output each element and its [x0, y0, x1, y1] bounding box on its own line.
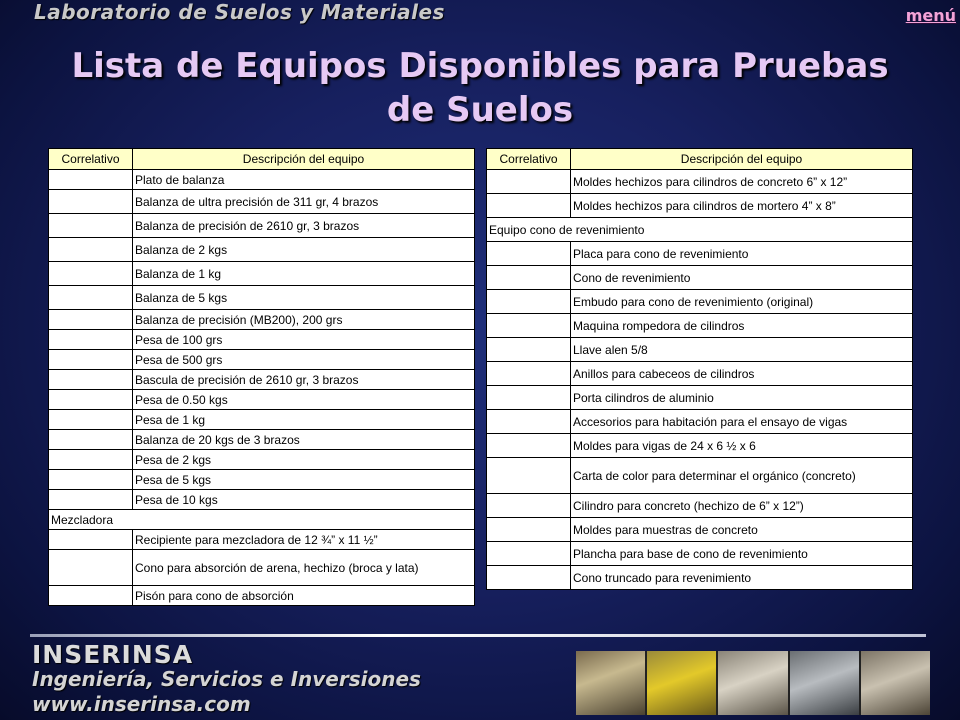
description-cell: Balanza de 20 kgs de 3 brazos: [133, 430, 475, 450]
equipment-photo-strip: [576, 651, 930, 715]
description-cell: Cono truncado para revenimiento: [571, 566, 913, 590]
description-cell: Cono para absorción de arena, hechizo (broca y lata): [133, 550, 475, 586]
correlativo-cell: [487, 290, 571, 314]
description-cell: Embudo para cono de revenimiento (original): [571, 290, 913, 314]
description-cell: Placa para cono de revenimiento: [571, 242, 913, 266]
company-name: INSERINSA: [32, 640, 194, 669]
correlativo-cell: [49, 450, 133, 470]
table-row: [487, 170, 913, 194]
equipment-table-left: [48, 148, 475, 606]
description-cell: Balanza de precisión (MB200), 200 grs: [133, 310, 475, 330]
equipment-table-right: [486, 148, 913, 590]
table-row: [49, 550, 475, 586]
correlativo-cell: [49, 430, 133, 450]
header-descripcion: Descripción del equipo: [571, 149, 913, 170]
company-tagline: Ingeniería, Servicios e Inversiones: [32, 667, 421, 691]
header-descripcion: Descripción del equipo: [133, 149, 475, 170]
correlativo-cell: [487, 566, 571, 590]
table-row: [487, 458, 913, 494]
correlativo-cell: [487, 170, 571, 194]
description-cell: Balanza de ultra precisión de 311 gr, 4 brazos: [133, 190, 475, 214]
correlativo-cell: [49, 286, 133, 310]
table-row: [487, 266, 913, 290]
table-row: [49, 286, 475, 310]
table-row: [49, 470, 475, 490]
table-row: [487, 314, 913, 338]
table-row: [49, 190, 475, 214]
table-row: [49, 370, 475, 390]
table-row: [487, 242, 913, 266]
correlativo-cell: [487, 518, 571, 542]
description-cell: Pesa de 2 kgs: [133, 450, 475, 470]
table-row: [49, 170, 475, 190]
equipment-photo: [790, 651, 859, 715]
table-row: [487, 542, 913, 566]
correlativo-cell: [487, 242, 571, 266]
company-url: www.inserinsa.com: [32, 692, 251, 716]
description-cell: Balanza de 5 kgs: [133, 286, 475, 310]
table-row: [487, 434, 913, 458]
description-cell: Moldes hechizos para cilindros de mortero 4” x 8”: [571, 194, 913, 218]
description-cell: Porta cilindros de aluminio: [571, 386, 913, 410]
description-cell: Balanza de precisión de 2610 gr, 3 brazos: [133, 214, 475, 238]
equipment-photo: [576, 651, 645, 715]
equipment-photo: [861, 651, 930, 715]
table-row: [49, 310, 475, 330]
group-row: [487, 218, 913, 242]
description-cell: Plancha para base de cono de revenimiento: [571, 542, 913, 566]
description-cell: Balanza de 1 kg: [133, 262, 475, 286]
description-cell: Pesa de 0.50 kgs: [133, 390, 475, 410]
description-cell: Moldes para muestras de concreto: [571, 518, 913, 542]
group-row: [49, 510, 475, 530]
table-row: [49, 450, 475, 470]
description-cell: Maquina rompedora de cilindros: [571, 314, 913, 338]
correlativo-cell: [487, 314, 571, 338]
correlativo-cell: [49, 550, 133, 586]
correlativo-cell: [487, 194, 571, 218]
table-row: [487, 410, 913, 434]
table-row: [487, 494, 913, 518]
correlativo-cell: [49, 238, 133, 262]
correlativo-cell: [49, 214, 133, 238]
table-row: [49, 586, 475, 606]
correlativo-cell: [49, 170, 133, 190]
description-cell: Llave alen 5/8: [571, 338, 913, 362]
correlativo-cell: [49, 530, 133, 550]
table-row: [49, 214, 475, 238]
table-row: [487, 290, 913, 314]
correlativo-cell: [49, 370, 133, 390]
table-row: [49, 350, 475, 370]
table-row: [487, 194, 913, 218]
description-cell: Cilindro para concreto (hechizo de 6” x 12”): [571, 494, 913, 518]
correlativo-cell: [487, 386, 571, 410]
description-cell: Moldes hechizos para cilindros de concreto 6” x 12”: [571, 170, 913, 194]
table-row: [49, 530, 475, 550]
correlativo-cell: [49, 190, 133, 214]
correlativo-cell: [487, 410, 571, 434]
correlativo-cell: [49, 262, 133, 286]
description-cell: Accesorios para habitación para el ensayo de vigas: [571, 410, 913, 434]
correlativo-cell: [49, 390, 133, 410]
equipment-photo: [718, 651, 787, 715]
menu-link[interactable]: menú: [905, 6, 956, 25]
correlativo-cell: [49, 310, 133, 330]
correlativo-cell: [487, 266, 571, 290]
table-row: [49, 262, 475, 286]
description-cell: Balanza de 2 kgs: [133, 238, 475, 262]
description-cell: Recipiente para mezcladora de 12 ¾” x 11 ½”: [133, 530, 475, 550]
header-correlativo: Correlativo: [49, 149, 133, 170]
correlativo-cell: [487, 338, 571, 362]
description-cell: Pesa de 10 kgs: [133, 490, 475, 510]
correlativo-cell: [487, 542, 571, 566]
correlativo-cell: [49, 470, 133, 490]
table-row: [487, 386, 913, 410]
table-row: [49, 390, 475, 410]
group-label: Mezcladora: [49, 510, 475, 530]
table-row: [49, 330, 475, 350]
table-header-row: [487, 149, 913, 170]
lab-title: Laboratorio de Suelos y Materiales: [34, 0, 445, 24]
table-row: [49, 410, 475, 430]
description-cell: Pisón para cono de absorción: [133, 586, 475, 606]
description-cell: Pesa de 5 kgs: [133, 470, 475, 490]
description-cell: Anillos para cabeceos de cilindros: [571, 362, 913, 386]
table-row: [487, 566, 913, 590]
table-row: [49, 430, 475, 450]
table-row: [487, 362, 913, 386]
correlativo-cell: [487, 458, 571, 494]
group-label: Equipo cono de revenimiento: [487, 218, 913, 242]
correlativo-cell: [49, 410, 133, 430]
table-row: [487, 518, 913, 542]
description-cell: Cono de revenimiento: [571, 266, 913, 290]
table-row: [487, 338, 913, 362]
header-correlativo: Correlativo: [487, 149, 571, 170]
correlativo-cell: [487, 494, 571, 518]
description-cell: Plato de balanza: [133, 170, 475, 190]
correlativo-cell: [49, 350, 133, 370]
description-cell: Pesa de 500 grs: [133, 350, 475, 370]
description-cell: Carta de color para determinar el orgánico (concreto): [571, 458, 913, 494]
correlativo-cell: [487, 434, 571, 458]
description-cell: Pesa de 100 grs: [133, 330, 475, 350]
table-header-row: [49, 149, 475, 170]
table-row: [49, 238, 475, 262]
description-cell: Moldes para vigas de 24 x 6 ½ x 6: [571, 434, 913, 458]
description-cell: Pesa de 1 kg: [133, 410, 475, 430]
correlativo-cell: [49, 490, 133, 510]
correlativo-cell: [49, 586, 133, 606]
equipment-photo: [647, 651, 716, 715]
correlativo-cell: [49, 330, 133, 350]
description-cell: Bascula de precisión de 2610 gr, 3 brazos: [133, 370, 475, 390]
page-title: Lista de Equipos Disponibles para Pruebas de Suelos: [71, 46, 889, 130]
correlativo-cell: [487, 362, 571, 386]
footer-divider: [30, 634, 926, 637]
table-row: [49, 490, 475, 510]
